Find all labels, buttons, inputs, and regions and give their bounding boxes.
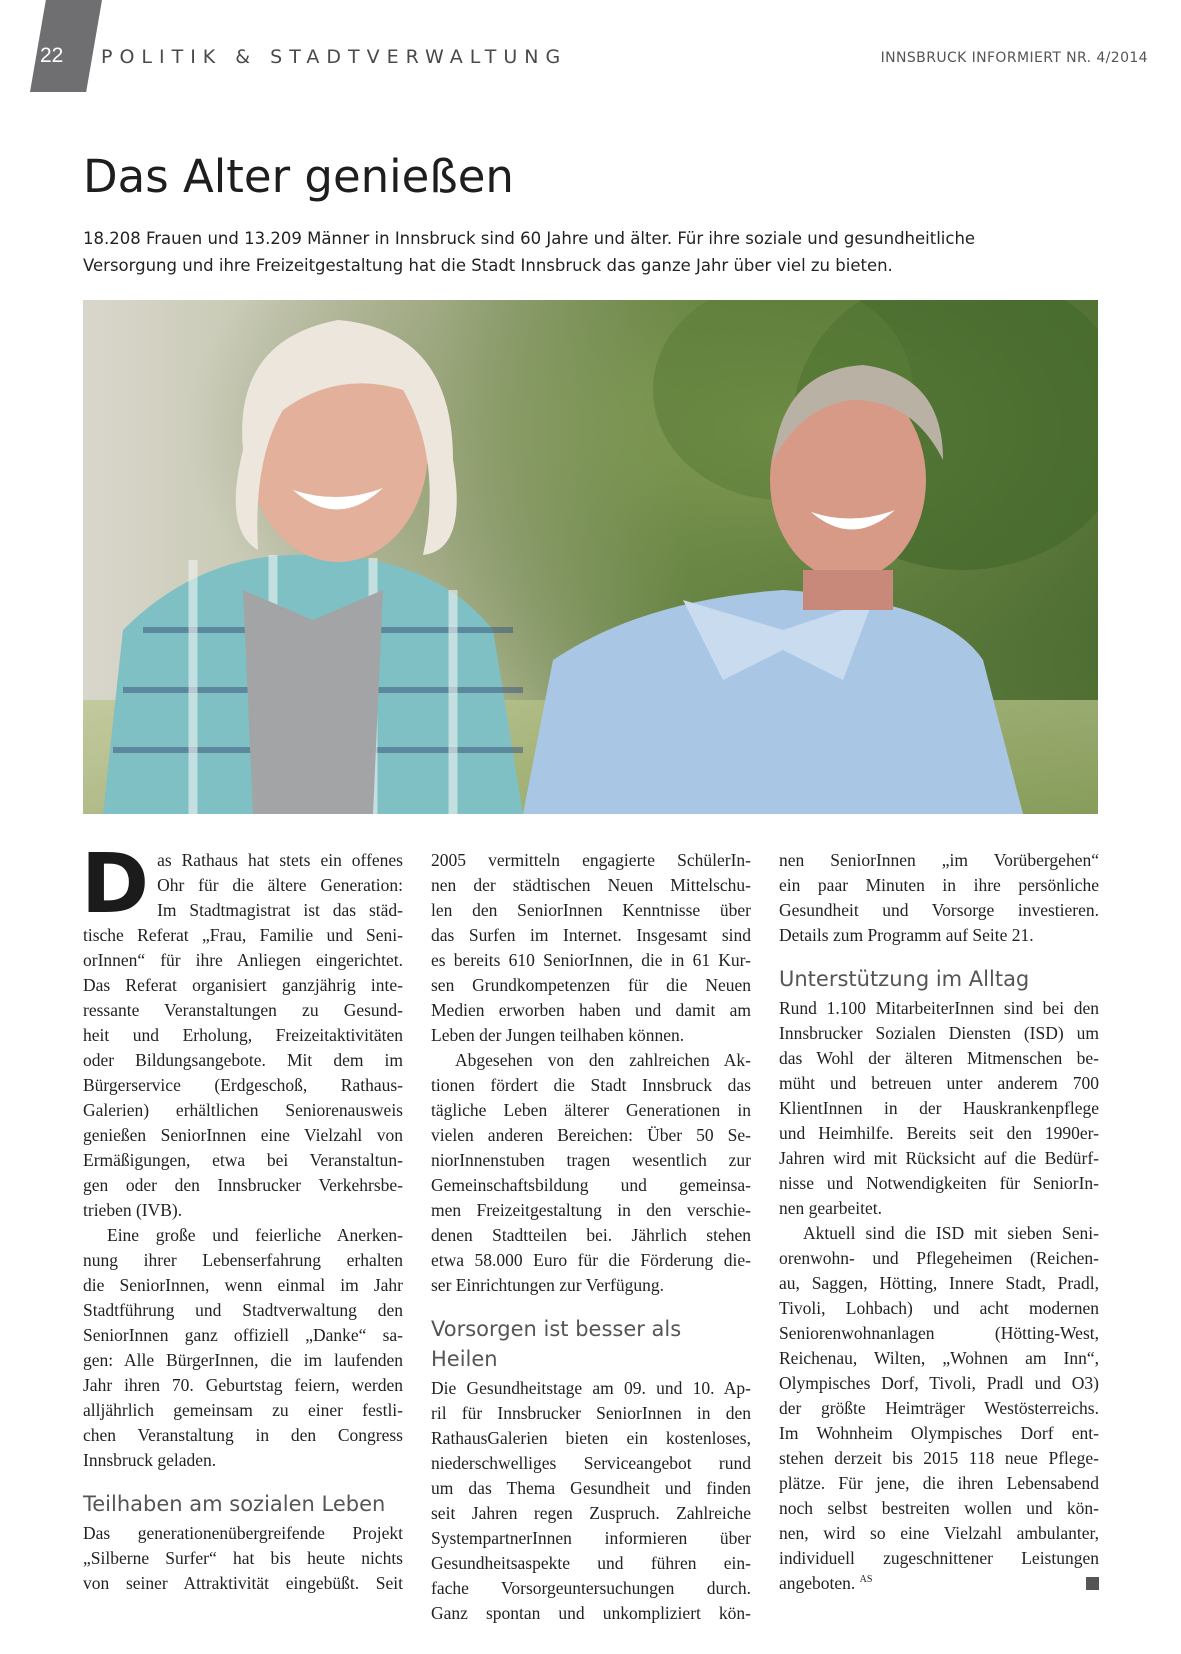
paragraph bbox=[779, 848, 1099, 948]
text-line: stehen derzeit bis 2015 118 neue Pflege- bbox=[779, 1448, 1099, 1468]
author-initials: AS bbox=[859, 1574, 873, 1586]
article-photo bbox=[83, 300, 1098, 814]
paragraph bbox=[81, 837, 403, 1223]
text-line: Eine große und feierliche Anerken- bbox=[107, 1225, 403, 1245]
text-line: das Surfen im Internet. Insgesamt sind bbox=[431, 925, 751, 945]
text-line: ein paar Minuten in ihre persönliche bbox=[779, 875, 1099, 895]
closing-text: angeboten. bbox=[779, 1573, 856, 1593]
text-line: nisse und Notwendigkeiten für SeniorIn- bbox=[779, 1173, 1099, 1193]
text-line: Ohr für die ältere Generation: bbox=[157, 875, 403, 895]
text-line: Rund 1.100 MitarbeiterInnen sind bei den bbox=[779, 998, 1099, 1018]
article-title: Das Alter genießen bbox=[83, 150, 514, 203]
text-line: Ermäßigungen, etwa bei Veranstaltun- bbox=[83, 1150, 403, 1170]
text-line: Innsbruck geladen. bbox=[83, 1450, 217, 1470]
subheading-unterstuetzung: Unterstützung im Alltag bbox=[779, 967, 1030, 991]
text-line: Innsbrucker Sozialen Diensten (ISD) um bbox=[779, 1023, 1099, 1043]
text-line: nen, wird so eine Vielzahl ambulanter, bbox=[779, 1523, 1099, 1543]
text-line: len den SeniorInnen Kenntnisse über bbox=[431, 900, 751, 920]
text-line: der größte Heimträger Westösterreichs. bbox=[779, 1398, 1099, 1418]
paragraph bbox=[431, 1376, 751, 1626]
text-line: vielen anderen Bereichen: Über 50 Se- bbox=[431, 1125, 751, 1145]
text-line bbox=[779, 1571, 1099, 1596]
subheading-teilhaben: Teilhaben am sozialen Leben bbox=[83, 1492, 386, 1516]
text-line: Stadtführung und Stadtverwaltung den bbox=[83, 1300, 403, 1320]
text-line: Medien erworben haben und damit am bbox=[431, 1000, 751, 1020]
text-line: Jahr ihren 70. Geburtstag feiern, werden bbox=[83, 1375, 403, 1395]
text-line: die SeniorInnen, wenn einmal im Jahr bbox=[83, 1275, 403, 1295]
text-line: tionen fördert die Stadt Innsbruck das bbox=[431, 1075, 751, 1095]
text-line: heit und Erholung, Freizeitaktivitäten bbox=[83, 1025, 403, 1045]
text-line: Abgesehen von den zahlreichen Ak- bbox=[455, 1050, 751, 1070]
text-line: orInnen“ für ihre Anliegen eingerichtet. bbox=[83, 950, 403, 970]
paragraph bbox=[779, 996, 1099, 1221]
text-line: ressante Veranstaltungen zu Gesund- bbox=[83, 1000, 403, 1020]
text-line: und Heimhilfe. Bereits seit den 1990er- bbox=[779, 1123, 1099, 1143]
text-line: Das Referat organisiert ganzjährig inte- bbox=[83, 975, 403, 995]
section-label: POLITIK & STADTVERWALTUNG bbox=[101, 46, 568, 68]
text-line: individuell zugeschnittener Leistungen bbox=[779, 1548, 1099, 1568]
end-of-article-marker bbox=[1086, 1577, 1099, 1590]
text-line: Das generationenübergreifende Projekt bbox=[83, 1523, 403, 1543]
text-line: nen SeniorInnen „im Vorübergehen“ bbox=[779, 850, 1099, 870]
paragraph bbox=[83, 1223, 403, 1473]
text-line: Galerien) erhältlichen Seniorenausweis bbox=[83, 1100, 403, 1120]
text-line: orenwohn- und Pflegeheimen (Reichen- bbox=[779, 1248, 1099, 1268]
text-line: Ganz spontan und unkompliziert kön- bbox=[431, 1603, 751, 1623]
text-line: Details zum Programm auf Seite 21. bbox=[779, 925, 1034, 945]
text-line: au, Saggen, Hötting, Innere Stadt, Pradl, bbox=[779, 1273, 1099, 1293]
text-line: gen: Alle BürgerInnen, die im laufenden bbox=[83, 1350, 403, 1370]
paragraph bbox=[779, 1221, 1099, 1596]
text-line: chen Veranstaltung in den Congress bbox=[83, 1425, 403, 1445]
paragraph bbox=[431, 848, 751, 1048]
article-column-1 bbox=[81, 837, 403, 1596]
text-line: plätze. Für jene, die ihren Lebensabend bbox=[779, 1473, 1099, 1493]
text-line: nung ihrer Lebenserfahrung erhalten bbox=[83, 1250, 403, 1270]
text-line: niederschwelliges Serviceangebot rund bbox=[431, 1453, 751, 1473]
text-line: men Freizeitgestaltung in den verschie- bbox=[431, 1200, 751, 1220]
text-line: Aktuell sind die ISD mit sieben Seni- bbox=[803, 1223, 1099, 1243]
lead-line: 18.208 Frauen und 13.209 Männer in Innsbruck sind 60 Jahre und älter. Für ihre soziale und gesundheitliche bbox=[83, 229, 976, 248]
text-line: von seiner Attraktivität eingebüßt. Seit bbox=[83, 1573, 403, 1593]
page-number: 22 bbox=[40, 44, 64, 67]
text-line: trieben (IVB). bbox=[83, 1200, 183, 1220]
text-line: Bürgerservice (Erdgeschoß, Rathaus- bbox=[83, 1075, 403, 1095]
article-column-2 bbox=[431, 848, 751, 1626]
paragraph bbox=[431, 1048, 751, 1298]
text-line: Gesundheitsaspekte und führen ein- bbox=[431, 1553, 751, 1573]
subheading-vorsorgen: Vorsorgen ist besser als Heilen bbox=[431, 1317, 682, 1371]
text-line: genießen SeniorInnen eine Vielzahl von bbox=[83, 1125, 403, 1145]
article-column-3 bbox=[779, 848, 1099, 1596]
text-line: SystempartnerInnen informieren über bbox=[431, 1528, 751, 1548]
text-line: fache Vorsorgeuntersuchungen durch. bbox=[431, 1578, 751, 1598]
text-line: um das Thema Gesundheit und finden bbox=[431, 1478, 751, 1498]
drop-cap: D bbox=[81, 837, 150, 932]
text-line: oder Bildungsangebote. Mit dem im bbox=[83, 1050, 403, 1070]
text-line: Olympisches Dorf, Tivoli, Pradl und O3) bbox=[779, 1373, 1099, 1393]
text-line: SeniorInnen ganz offiziell „Danke“ sa- bbox=[83, 1325, 403, 1345]
text-line: Reichenau, Wilten, „Wohnen am Inn“, bbox=[779, 1348, 1099, 1368]
text-line: etwa 58.000 Euro für die Förderung die- bbox=[431, 1250, 751, 1270]
article-lead bbox=[83, 225, 1113, 279]
text-line: das Wohl der älteren Mitmenschen be- bbox=[779, 1048, 1099, 1068]
text-line: Tivoli, Lohbach) und acht modernen bbox=[779, 1298, 1099, 1318]
photo-illustration bbox=[83, 300, 1098, 814]
text-line: ril für Innsbrucker SeniorInnen in den bbox=[431, 1403, 751, 1423]
text-line: niorInnenstuben tragen wesentlich zur bbox=[431, 1150, 751, 1170]
lead-line: Versorgung und ihre Freizeitgestaltung hat die Stadt Innsbruck das ganze Jahr über viel zu bieten. bbox=[83, 256, 893, 275]
text-line: Gemeinschaftsbildung und gemeinsa- bbox=[431, 1175, 751, 1195]
text-line: sen Grundkompetenzen für die Neuen bbox=[431, 975, 751, 995]
text-line: „Silberne Surfer“ hat bis heute nichts bbox=[83, 1548, 403, 1568]
text-line: nen gearbeitet. bbox=[779, 1198, 883, 1218]
text-line: gen oder den Innsbrucker Verkehrsbe- bbox=[83, 1175, 403, 1195]
text-line: Gesundheit und Vorsorge investieren. bbox=[779, 900, 1099, 920]
text-line: KlientInnen in der Hauskrankenpflege bbox=[779, 1098, 1099, 1118]
text-line: Jahren wird mit Rücksicht auf die Bedürf- bbox=[779, 1148, 1099, 1168]
text-line: tische Referat „Frau, Familie und Seni- bbox=[83, 925, 403, 945]
text-line: Seniorenwohnanlagen (Hötting-West, bbox=[779, 1323, 1099, 1343]
text-line: ser Einrichtungen zur Verfügung. bbox=[431, 1275, 664, 1295]
issue-label: INNSBRUCK INFORMIERT NR. 4/2014 bbox=[880, 50, 1148, 66]
text-line: tägliche Leben älterer Generationen in bbox=[431, 1100, 751, 1120]
text-line: Leben der Jungen teilhaben können. bbox=[431, 1025, 685, 1045]
text-line: alljährlich gemeinsam zu einer festli- bbox=[83, 1400, 403, 1420]
text-line: RathausGalerien bieten ein kostenloses, bbox=[431, 1428, 751, 1448]
text-line: Im Wohnheim Olympisches Dorf ent- bbox=[779, 1423, 1099, 1443]
text-line: as Rathaus hat stets ein offenes bbox=[157, 850, 403, 870]
text-line: es bereits 610 SeniorInnen, die in 61 Kur- bbox=[431, 950, 751, 970]
text-line: müht und betreuen unter anderem 700 bbox=[779, 1073, 1099, 1093]
text-line: seit Jahren regen Zuspruch. Zahlreiche bbox=[431, 1503, 751, 1523]
text-line: noch selbst bestreiten wollen und kön- bbox=[779, 1498, 1099, 1518]
text-line: Die Gesundheitstage am 09. und 10. Ap- bbox=[431, 1378, 751, 1398]
text-line: nen der städtischen Neuen Mittelschu- bbox=[431, 875, 751, 895]
text-line: Im Stadtmagistrat ist das städ- bbox=[157, 900, 403, 920]
paragraph bbox=[83, 1521, 403, 1596]
text-line: denen Stadtteilen bei. Jährlich stehen bbox=[431, 1225, 751, 1245]
text-line: 2005 vermitteln engagierte SchülerIn- bbox=[431, 850, 751, 870]
